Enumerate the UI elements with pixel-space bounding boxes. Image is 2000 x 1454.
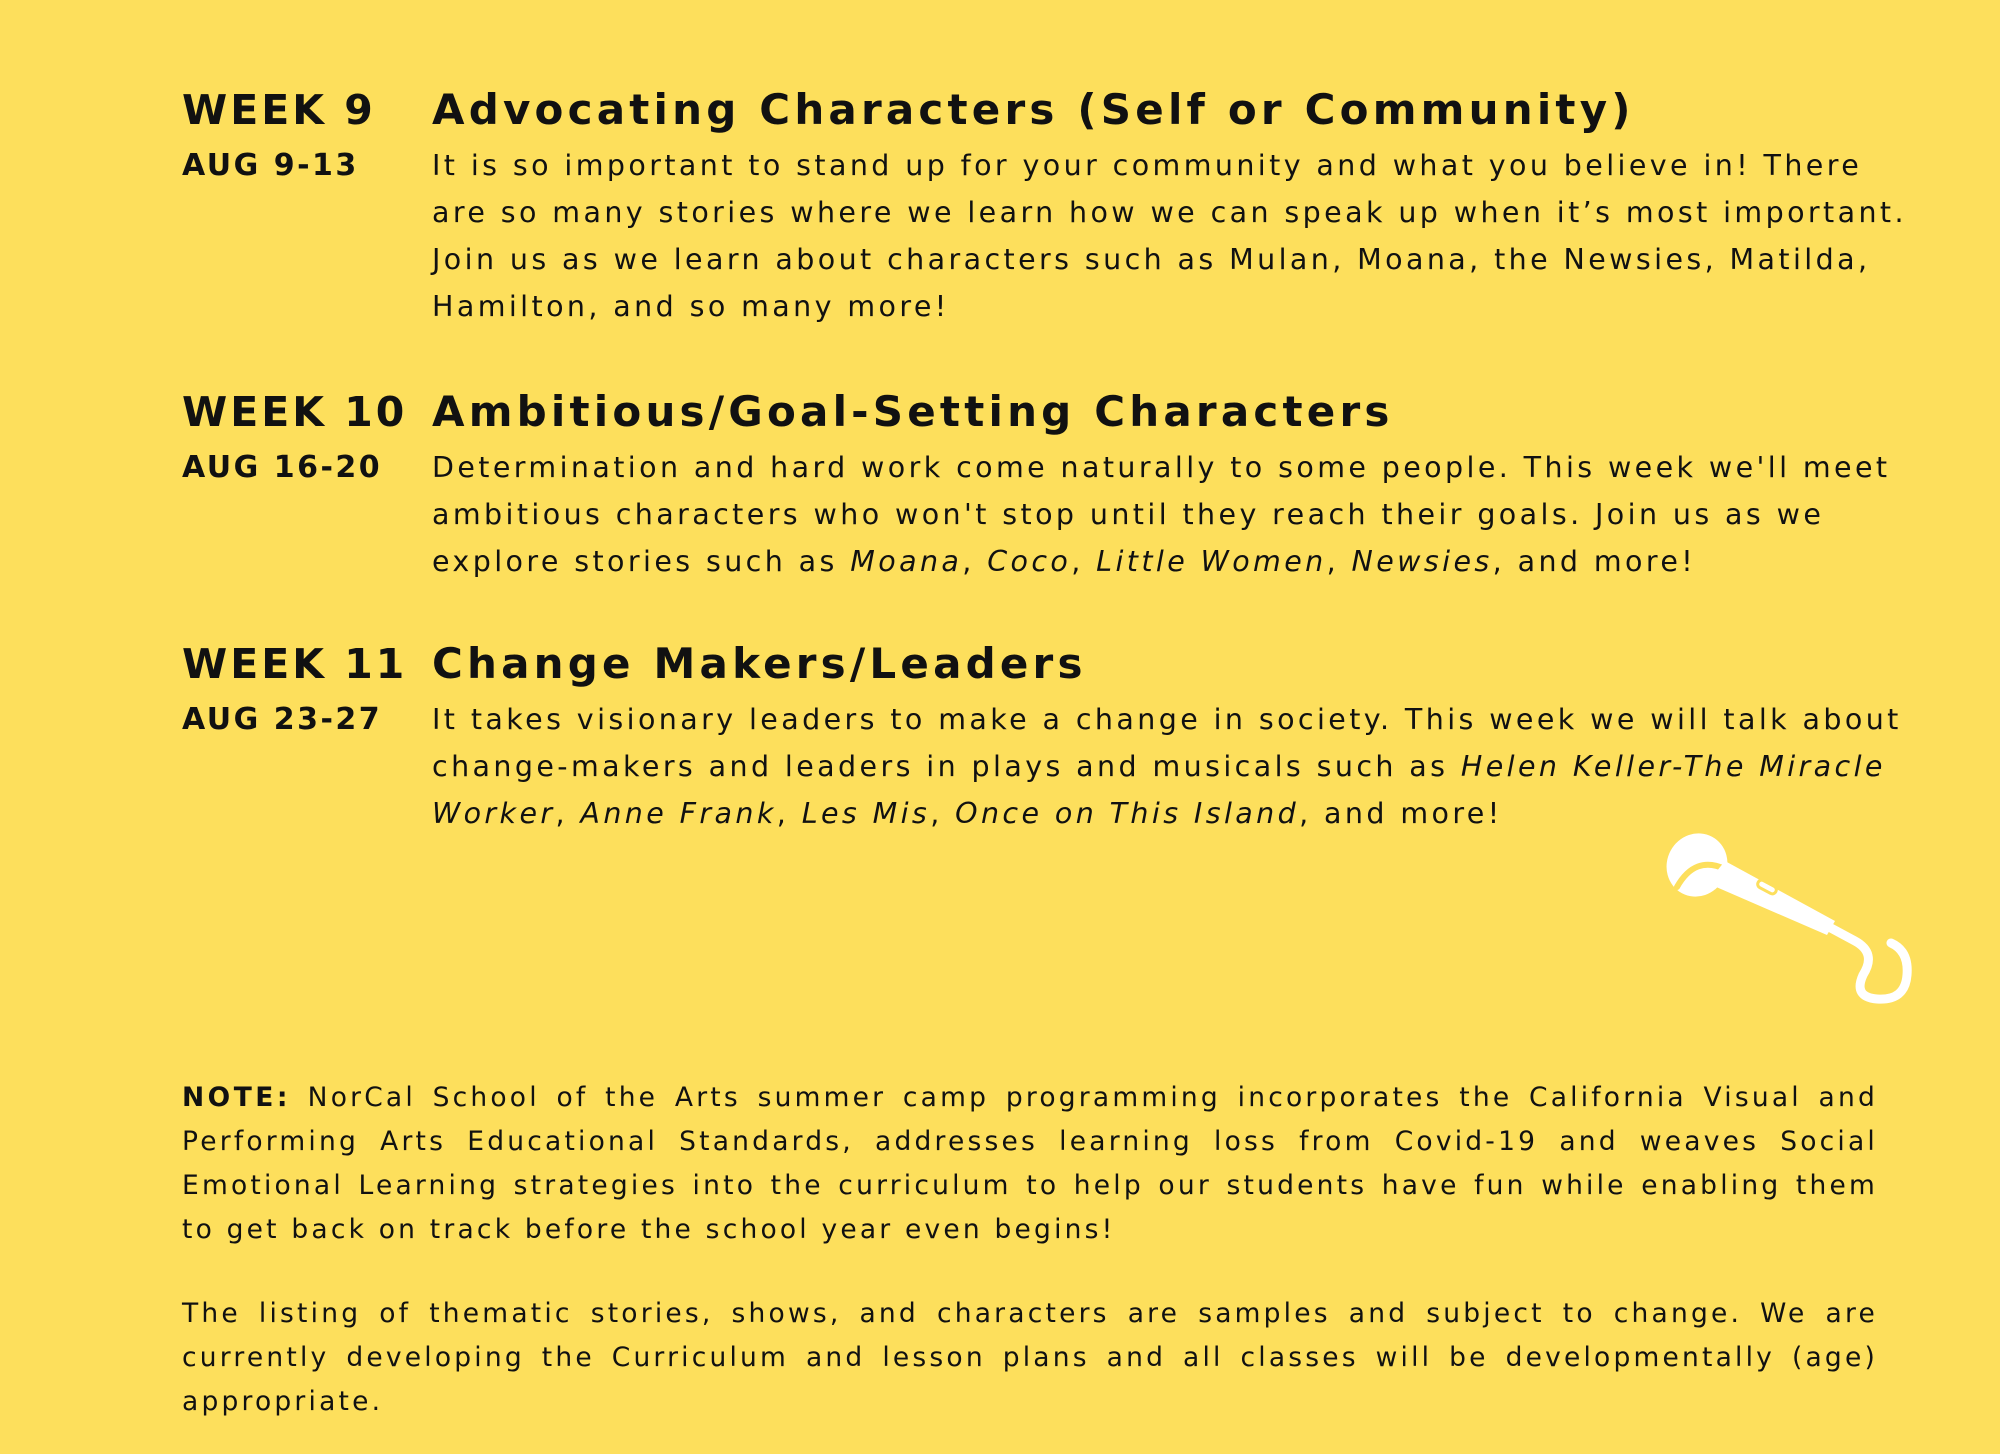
description-tail: , and more!	[1299, 797, 1503, 830]
separator: ,	[1326, 545, 1352, 578]
week-title: Advocating Characters (Self or Community)	[432, 85, 1635, 134]
microphone-icon	[1655, 825, 1915, 1005]
week-description: It is so important to stand up for your community and what you believe in! There are so many stories where we learn how we can speak up when it’s most important. Join us as we learn about characters such as Mulan, Moana, the Newsies, Matilda, Hamilton, and so many more!	[432, 149, 1907, 323]
work-title: Les Mis	[801, 797, 931, 830]
work-title: Once on This Island	[955, 797, 1300, 830]
separator: ,	[1071, 545, 1097, 578]
description-lead: It takes visionary leaders to make a change in society. This week we will talk about change-makers and leaders in plays and musicals such as	[432, 703, 1902, 783]
week-description	[432, 444, 1912, 585]
separator: ,	[555, 797, 581, 830]
separator: ,	[962, 545, 988, 578]
work-title: Moana	[850, 545, 963, 578]
description-lead: Determination and hard work come naturally to some people. This week we'll meet ambitious characters who won't stop until they reach their goals. Join us as we explore stories such as	[432, 451, 1891, 578]
week-title: Change Makers/Leaders	[432, 639, 1087, 688]
week-title: Ambitious/Goal-Setting Characters	[432, 387, 1394, 436]
week-description	[432, 696, 1912, 837]
work-title: Newsies	[1351, 545, 1493, 578]
separator: ,	[776, 797, 802, 830]
note-text: NorCal School of the Arts summer camp programming incorporates the California Visual and Performing Arts Educational Standards, addresses learning loss from Covid-19 and weaves Social Emotional Learning strategies into the curriculum to help our students have fun while enabling them to get back on track before the school year even begins!	[182, 1082, 1878, 1245]
note-paragraph	[182, 1076, 1878, 1252]
week-dates: AUG 16-20	[182, 450, 383, 485]
separator: ,	[930, 797, 956, 830]
work-title: Helen Keller-The Miracle Worker	[432, 750, 1886, 830]
week-label: WEEK 9	[182, 86, 376, 134]
note-label: NOTE:	[182, 1082, 291, 1113]
week-label: WEEK 10	[182, 388, 408, 436]
work-title: Coco	[987, 545, 1072, 578]
week-dates: AUG 9-13	[182, 148, 359, 183]
work-title: Anne Frank	[580, 797, 777, 830]
work-title: Little Women	[1096, 545, 1327, 578]
week-dates: AUG 23-27	[182, 702, 383, 737]
description-tail: , and more!	[1492, 545, 1697, 578]
disclaimer-paragraph: The listing of thematic stories, shows, and characters are samples and subject to change. We are currently developing the Curriculum and lesson plans and all classes will be developmentally (age) appropriate.	[182, 1298, 1878, 1417]
week-label: WEEK 11	[182, 640, 408, 688]
